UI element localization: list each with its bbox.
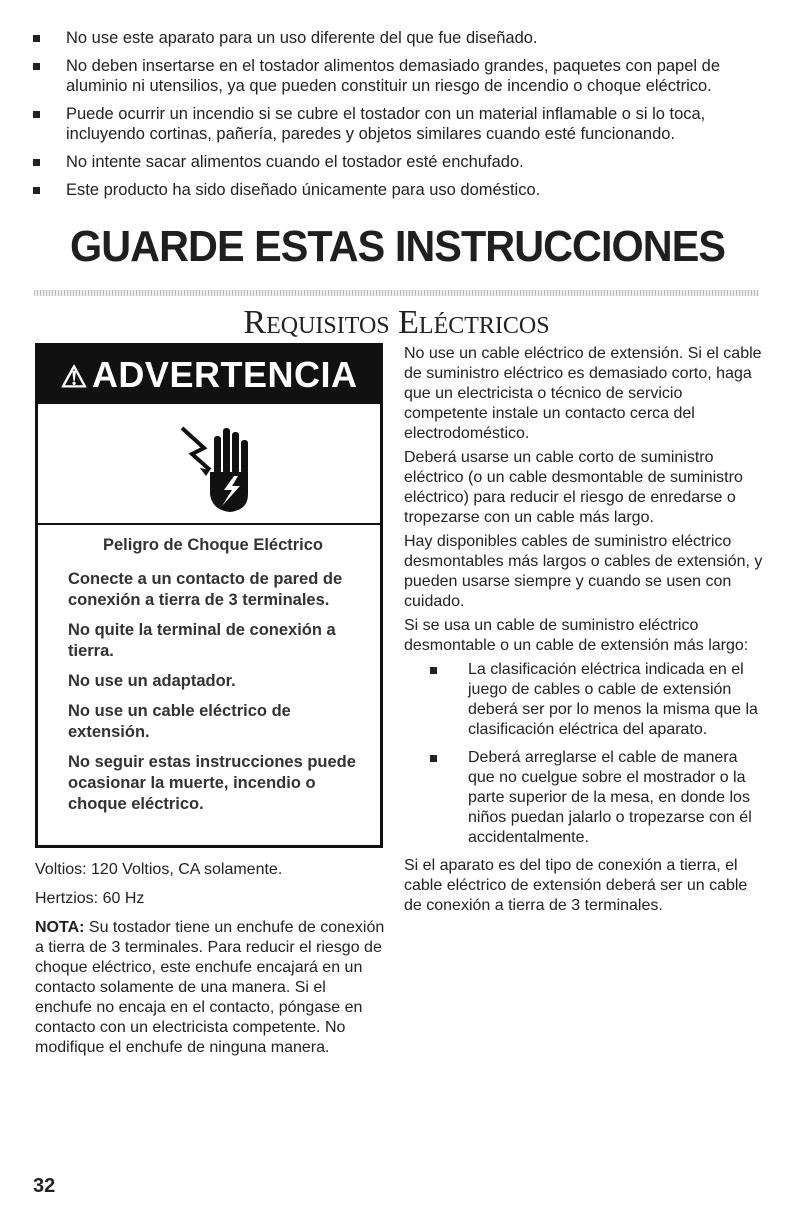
warning-line: No use un cable eléctrico de extensión. (68, 702, 291, 741)
paragraph: Hay disponibles cables de suministro eléctrico desmontables más largos o cables de extensión, y pueden usarse siempre y cuando se usen con cuidado. (404, 533, 763, 610)
save-instructions-heading: GUARDE ESTAS INSTRUCCIONES (69, 222, 726, 271)
paragraph: Si se usa un cable de suministro eléctrico desmontable o un cable de extensión más largo: (404, 617, 749, 654)
list-item: No use este aparato para un uso diferente del que fue diseñado. (30, 28, 765, 48)
warning-header (38, 346, 380, 404)
frequency-text: Hertzios: 60 Hz (35, 890, 145, 907)
list-item: Puede ocurrir un incendio si se cubre el tostador con un material inflamable o si lo toca, incluyendo cortinas, pañería, paredes y objetos similares cuando esté funcionando. (30, 104, 765, 144)
extension-cord-guidance (404, 344, 764, 920)
warning-line: No use un adaptador. (68, 672, 236, 690)
warning-header-label: ADVERTENCIA (91, 354, 358, 395)
paragraph: No use un cable eléctrico de extensión. Si el cable de suministro eléctrico es demasiado corto, haga que un electricista o técnico de servicio competente instale un contacto cerca del electrodoméstico. (404, 345, 762, 442)
paragraph: Deberá usarse un cable corto de suministro eléctrico (o un cable desmontable de suministro eléctrico) para reducir el riesgo de enredarse o tropezarse con un cable más largo. (404, 449, 743, 526)
warning-title: Peligro de Choque Eléctrico (102, 536, 324, 554)
voltage-text: Voltios: 120 Voltios, CA solamente. (35, 861, 283, 878)
note-label: NOTA: (35, 919, 85, 936)
list-item: No intente sacar alimentos cuando el tostador esté enchufado. (30, 152, 765, 172)
list-item: Deberá arreglarse el cable de manera que no cuelgue sobre el mostrador o la parte superior de la mesa, en donde los niños puedan jalarlo o tropezarse con él accidentalmente. (404, 748, 764, 848)
warning-line: Conecte a un contacto de pared de conexión a tierra de 3 terminales. (68, 570, 343, 609)
paragraph: Si el aparato es del tipo de conexión a tierra, el cable eléctrico de extensión deberá ser un cable de conexión a tierra de 3 terminales. (404, 857, 748, 914)
section-divider (34, 290, 759, 296)
electrical-specs (35, 860, 385, 1067)
top-bullet-list (30, 28, 765, 208)
section-title: Requisitos Eléctricos (243, 304, 550, 341)
list-item: No deben insertarse en el tostador alimentos demasiado grandes, paquetes con papel de aluminio ni utensilios, ya que pueden constituir un riesgo de incendio o choque eléctrico. (30, 56, 765, 96)
page-number: 32 (33, 1175, 56, 1197)
list-item: Este producto ha sido diseñado únicamente para uso doméstico. (30, 180, 765, 200)
electric-shock-hand-icon (176, 418, 256, 514)
note-text: Su tostador tiene un enchufe de conexión a tierra de 3 terminales. Para reducir el riesgo de choque eléctrico, este enchufe encajará en un contacto solamente de una manera. Si el enchufe no encaja en el contacto, póngase en contacto con un electricista competente. No modifique el enchufe de ninguna manera. (35, 919, 385, 1056)
list-item: La clasificación eléctrica indicada en el juego de cables o cable de extensión deberá ser por lo menos la misma que la clasificación eléctrica del aparato. (404, 660, 764, 740)
note-paragraph (35, 918, 385, 1058)
warning-body (68, 536, 368, 824)
warning-triangle-icon: ⚠ (60, 361, 88, 394)
warning-separator (38, 523, 380, 525)
warning-box (35, 343, 383, 848)
warning-line: No seguir estas instrucciones puede ocasionar la muerte, incendio o choque eléctrico. (68, 753, 356, 813)
warning-line: No quite la terminal de conexión a tierra. (68, 621, 336, 660)
